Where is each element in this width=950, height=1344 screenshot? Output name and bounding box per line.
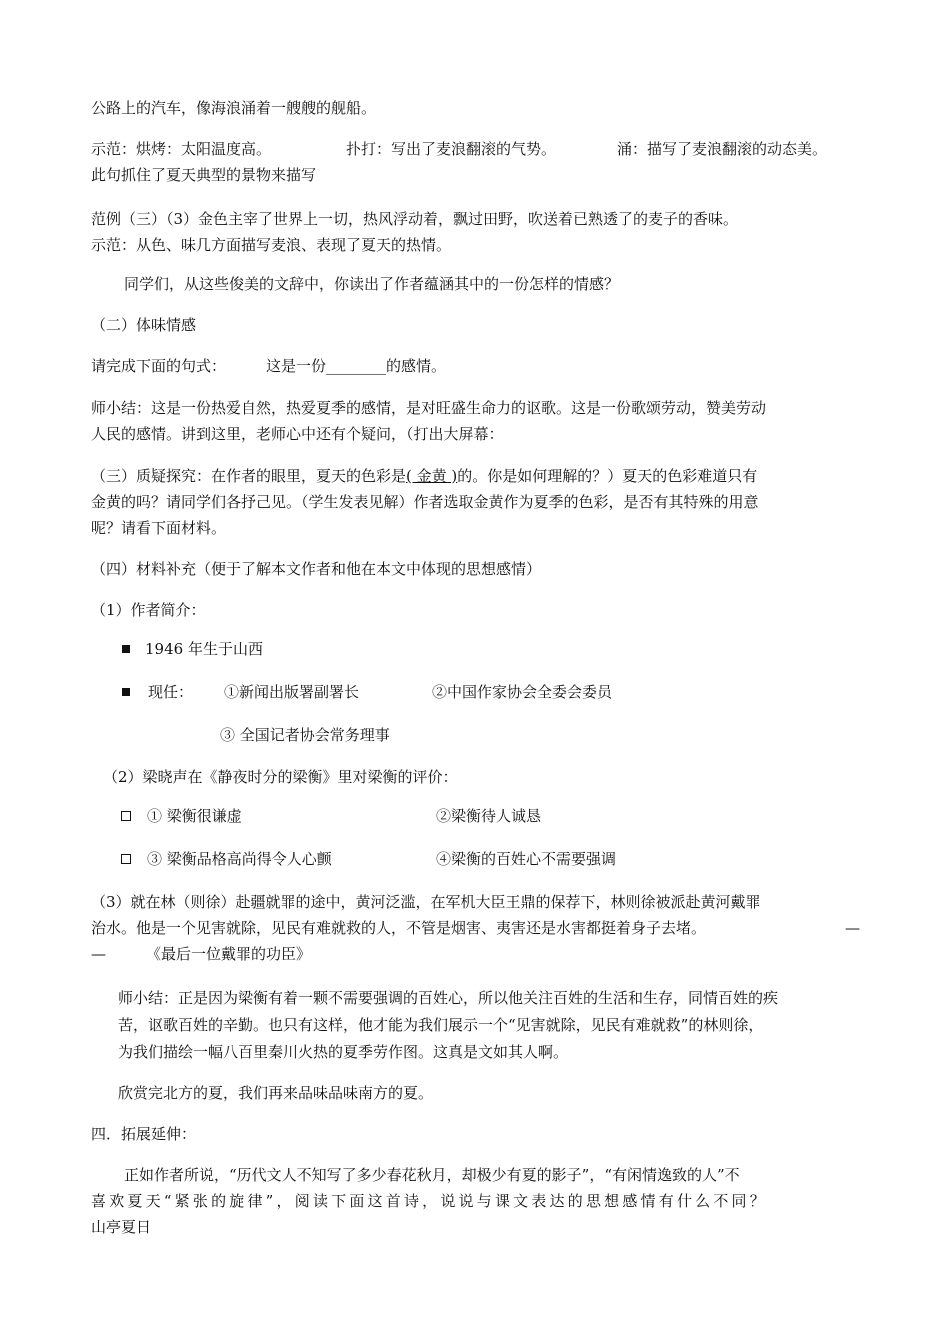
text-line: 涌：描写了麦浪翻滚的动态美。 [617, 140, 828, 158]
text-line: 师小结：正是因为梁衡有着一颗不需要强调的百姓心，所以他关注百姓的生活和生存，同情百姓的疾 [118, 989, 779, 1007]
text-line: 1946 年生于山西 [145, 640, 263, 658]
text-line: 范例（三）（3）金色主宰了世界上一切，热风浮动着，飘过田野，吹送着已熟透了的麦子的香味。 [91, 210, 739, 228]
poem-title: 山亭夏日 [91, 1218, 152, 1236]
text-line: 喜欢夏天“紧张的旋律”，阅读下面这首诗，说说与课文表达的思想感情有什么不同？ [91, 1192, 768, 1210]
text-line: 呢？请看下面材料。 [91, 519, 227, 537]
checkbox-icon [121, 811, 131, 821]
text-line: 请完成下面的句式： [91, 357, 227, 375]
text-line: ③ 梁衡品格高尚得令人心颤 [147, 850, 332, 868]
section-heading: （二）体味情感 [91, 316, 197, 334]
text-line [91, 465, 757, 487]
text-line: 示范：从色、味几方面描写麦浪、表现了夏天的热情。 [91, 236, 452, 254]
section-heading: 四．拓展延伸： [91, 1125, 197, 1143]
text-line: 师小结：这是一份热爱自然，热爱夏季的感情，是对旺盛生命力的讴歌。这是一份歌颂劳动，赞美劳动 [91, 399, 767, 417]
text-line: ②中国作家协会全委会委员 [432, 683, 613, 701]
bullet-square-icon [122, 688, 130, 696]
text-line: 扑打：写出了麦浪翻滚的气势。 [346, 140, 557, 158]
text-line: ④梁衡的百姓心不需要强调 [436, 850, 617, 868]
text-line: ③ 全国记者协会常务理事 [220, 726, 390, 744]
text-line: ①新闻出版署副署长 [224, 683, 360, 701]
text-line: 示范：烘烤：太阳温度高。 [91, 140, 272, 158]
underlined-answer: ( 金黄 ) [406, 467, 458, 485]
text-segment: 的。你是如何理解的？）夏天的色彩难道只有 [457, 467, 758, 485]
text-line: 为我们描绘一幅八百里秦川火热的夏季劳作图。这真是文如其人啊。 [118, 1043, 569, 1061]
text-line: 人民的感情。讲到这里，老师心中还有个疑问，（打出大屏幕： [91, 425, 504, 443]
text-line: 欣赏完北方的夏，我们再来品味品味南方的夏。 [118, 1084, 434, 1102]
text-segment: （三）质疑探究：在作者的眼里，夏天的色彩是 [91, 467, 407, 485]
text-line: （2）梁晓声在《静夜时分的梁衡》里对梁衡的评价： [103, 768, 458, 786]
text-line: ②梁衡待人诚恳 [436, 807, 542, 825]
checkbox-icon [121, 854, 131, 864]
text-line: 正如作者所说，“历代文人不知写了多少春花秋月，却极少有夏的影子”，“有闲情逸致的人”不 [124, 1166, 740, 1184]
text-line: ① 梁衡很谦虚 [147, 807, 242, 825]
text-line: 金黄的吗？请同学们各抒己见。（学生发表见解）作者选取金黄作为夏季的色彩，是否有其特殊的用意 [91, 493, 759, 511]
text-line: 治水。他是一个见害就除，见民有难就救的人，不管是烟害、夷害还是水害都挺着身子去堵。 [91, 919, 707, 937]
text-line: 此句抓住了夏天典型的景物来描写 [91, 166, 317, 184]
text-line: （3）就在林（则徐）赴疆就罪的途中，黄河泛滥，在军机大臣王鼎的保荐下，林则徐被派赴黄河戴罪 [91, 893, 761, 911]
dash: — [845, 919, 860, 937]
text-line: 苦，讴歌百姓的辛勤。也只有这样，他才能为我们展示一个“见害就除，见民有难就救”的林则徐， [118, 1016, 764, 1034]
fill-in-sentence: 这是一份________的感情。 [266, 357, 447, 375]
text-line: 现任： [148, 683, 194, 701]
bullet-square-icon [122, 645, 130, 653]
text-line: （1）作者简介： [91, 601, 206, 619]
section-heading: （四）材料补充（便于了解本文作者和他在本文中体现的思想感情） [91, 560, 542, 578]
source-title: 《最后一位戴罪的功臣》 [146, 945, 312, 963]
text-line: 同学们，从这些俊美的文辞中，你读出了作者蕴涵其中的一份怎样的情感？ [124, 275, 620, 293]
text-line: 公路上的汽车，像海浪涌着一艘艘的舰船。 [91, 99, 377, 117]
dash: — [91, 945, 106, 963]
